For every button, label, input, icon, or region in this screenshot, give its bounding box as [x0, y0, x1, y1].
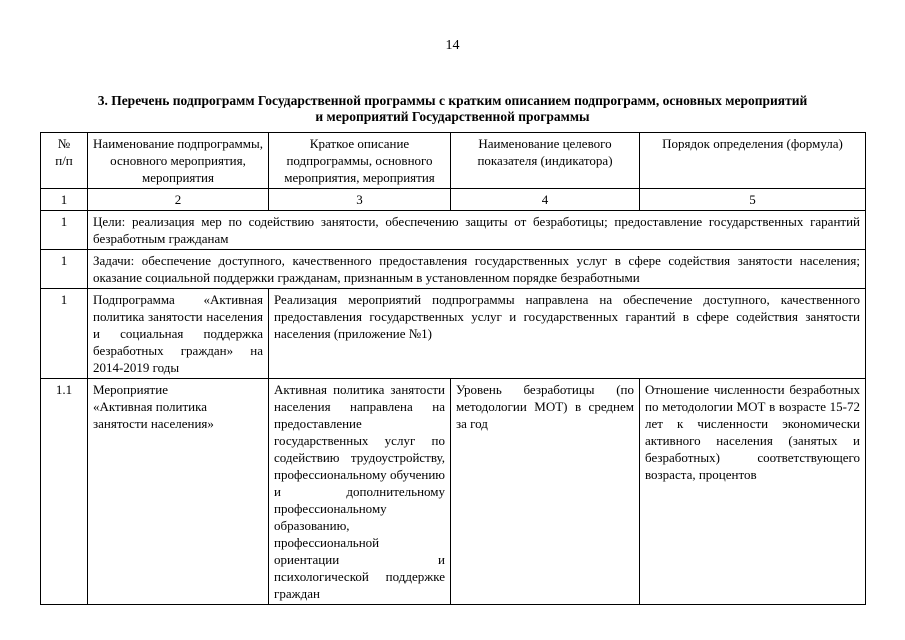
activity-row	[41, 379, 866, 605]
document-title-line1: 3. Перечень подпрограмм Государственной программы с кратким описанием подпрограмм, основных мероприятий	[97, 93, 808, 108]
column-number: 1	[41, 189, 88, 211]
column-number: 3	[269, 189, 451, 211]
page-number: 14	[445, 38, 460, 53]
tasks-row-number: 1	[41, 250, 88, 289]
table-header-row	[41, 133, 866, 189]
activity-name	[88, 379, 269, 605]
activity-name-label: Мероприятие	[93, 382, 168, 397]
activity-row-number: 1.1	[41, 379, 88, 605]
subprogram-row-number: 1	[41, 289, 88, 379]
activity-formula: Отношение численности безработных по методологии МОТ в возрасте 15-72 лет к численности экономически активного населения (занятых и безработных) соответствующего возраста, процентов	[640, 379, 866, 605]
tasks-text: Задачи: обеспечение доступного, качественного предоставления государственных услуг в сфере содействия занятости населения; оказание социальной поддержки гражданам, признанным в установленном порядке безработными	[88, 250, 866, 289]
column-number: 4	[451, 189, 640, 211]
subprogram-description: Реализация мероприятий подпрограммы направлена на обеспечение доступного, качественного предоставления государственных услуг и государственных гарантий в сфере содействия занятости населения (приложение №1)	[269, 289, 866, 379]
subprograms-table	[40, 132, 866, 605]
column-numbers-row	[41, 189, 866, 211]
header-indicator: Наименование целевого показателя (индикатора)	[451, 133, 640, 189]
activity-name-title: «Активная политика занятости населения»	[93, 399, 214, 431]
subprogram-name: Подпрограмма «Активная политика занятости населения и социальная поддержка безработных граждан» на 2014-2019 годы	[88, 289, 269, 379]
header-number: № п/п	[41, 133, 88, 189]
goals-row	[41, 211, 866, 250]
document-title	[40, 93, 865, 125]
header-name: Наименование подпрограммы, основного мероприятия, мероприятия	[88, 133, 269, 189]
tasks-row	[41, 250, 866, 289]
document-title-line2: и мероприятий Государственной программы	[315, 109, 590, 124]
activity-indicator: Уровень безработицы (по методологии МОТ) в среднем за год	[451, 379, 640, 605]
column-number: 2	[88, 189, 269, 211]
activity-description: Активная политика занятости населения направлена на предоставление государственных услуг по содействию трудоустройству, профессиональному обучению и дополнительному профессиональному образованию, профессиональной ориентации и психологической поддержке граждан	[269, 379, 451, 605]
header-description: Краткое описание подпрограммы, основного мероприятия, мероприятия	[269, 133, 451, 189]
column-number: 5	[640, 189, 866, 211]
goals-row-number: 1	[41, 211, 88, 250]
subprogram-row	[41, 289, 866, 379]
header-formula: Порядок определения (формула)	[640, 133, 866, 189]
goals-text: Цели: реализация мер по содействию занятости, обеспечению защиты от безработицы; предоставление государственных гарантий безработным гражданам	[88, 211, 866, 250]
